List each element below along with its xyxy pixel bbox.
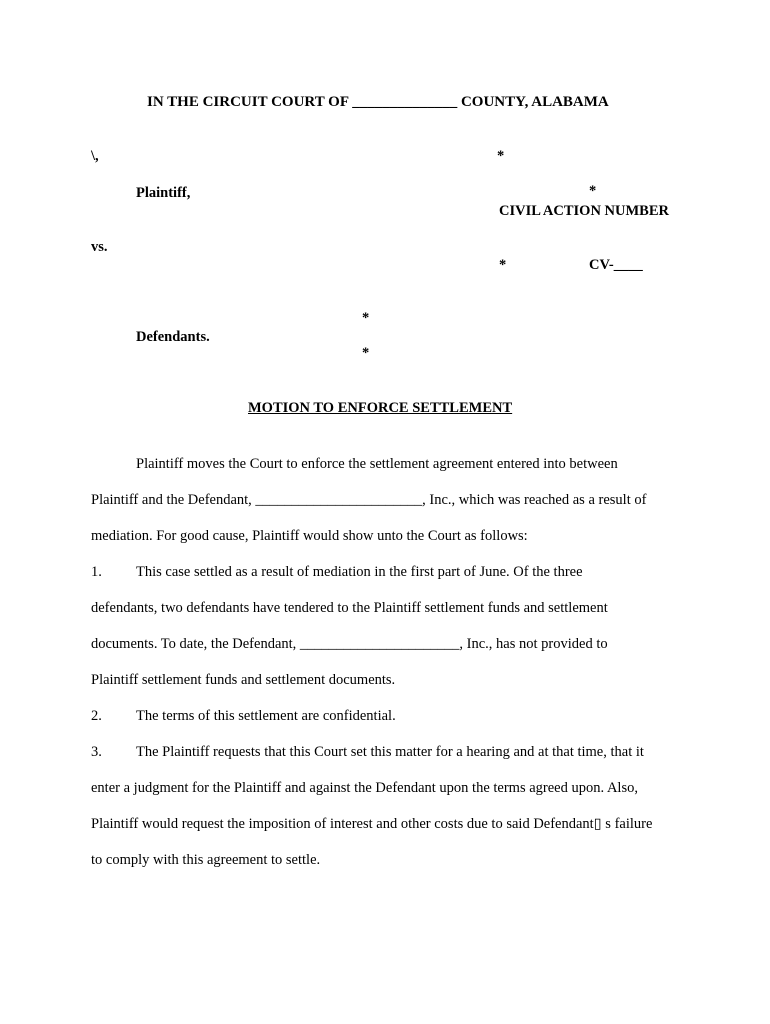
paragraph-line: Plaintiff settlement funds and settlement documents.: [91, 672, 396, 688]
intro-line-1: Plaintiff moves the Court to enforce the settlement agreement entered into between: [136, 456, 618, 472]
caption-asterisk-4: *: [362, 310, 370, 326]
paragraph-number: 1.: [91, 564, 102, 580]
numbered-paragraph-1: [91, 554, 679, 698]
paragraph-line: Plaintiff would request the imposition of interest and other costs due to said Defendant▯ s failure: [91, 816, 653, 832]
civil-action-label: CIVIL ACTION NUMBER: [499, 203, 669, 219]
versus-label: vs.: [91, 239, 108, 255]
caption-asterisk-2: *: [589, 183, 597, 199]
caption-asterisk-5: *: [362, 345, 370, 361]
numbered-paragraph-2: [91, 698, 679, 734]
caption-asterisk-3: *: [499, 257, 507, 273]
paragraph-number: 3.: [91, 744, 102, 760]
paragraph-line: defendants, two defendants have tendered to the Plaintiff settlement funds and settlement: [91, 600, 608, 616]
court-heading: IN THE CIRCUIT COURT OF ______________ COUNTY, ALABAMA: [147, 94, 609, 110]
paragraph-line: documents. To date, the Defendant, ______________________, Inc., has not provided to: [91, 636, 608, 652]
paragraph-number: 2.: [91, 708, 102, 724]
caption-asterisk-1: *: [497, 148, 505, 164]
intro-line-2: Plaintiff and the Defendant, _______________________, Inc., which was reached as a result of: [91, 492, 647, 508]
numbered-paragraph-3: [91, 734, 679, 878]
intro-paragraph: [91, 446, 679, 554]
paragraph-line: to comply with this agreement to settle.: [91, 852, 321, 868]
paragraph-line: 3. The Plaintiff requests that this Court set this matter for a hearing and at that time, that it: [91, 734, 679, 770]
paragraph-line: 2. The terms of this settlement are confidential.: [91, 698, 679, 734]
plaintiff-name: \,: [91, 148, 99, 164]
intro-line-3: mediation. For good cause, Plaintiff would show unto the Court as follows:: [91, 528, 528, 544]
paragraph-line: 1. This case settled as a result of mediation in the first part of June. Of the three: [91, 554, 679, 590]
defendants-label: Defendants.: [136, 329, 210, 345]
paragraph-line: enter a judgment for the Plaintiff and against the Defendant upon the terms agreed upon. Also,: [91, 780, 638, 796]
plaintiff-label: Plaintiff,: [136, 185, 191, 201]
motion-title: MOTION TO ENFORCE SETTLEMENT: [248, 400, 513, 416]
case-number: CV-____: [589, 257, 643, 273]
